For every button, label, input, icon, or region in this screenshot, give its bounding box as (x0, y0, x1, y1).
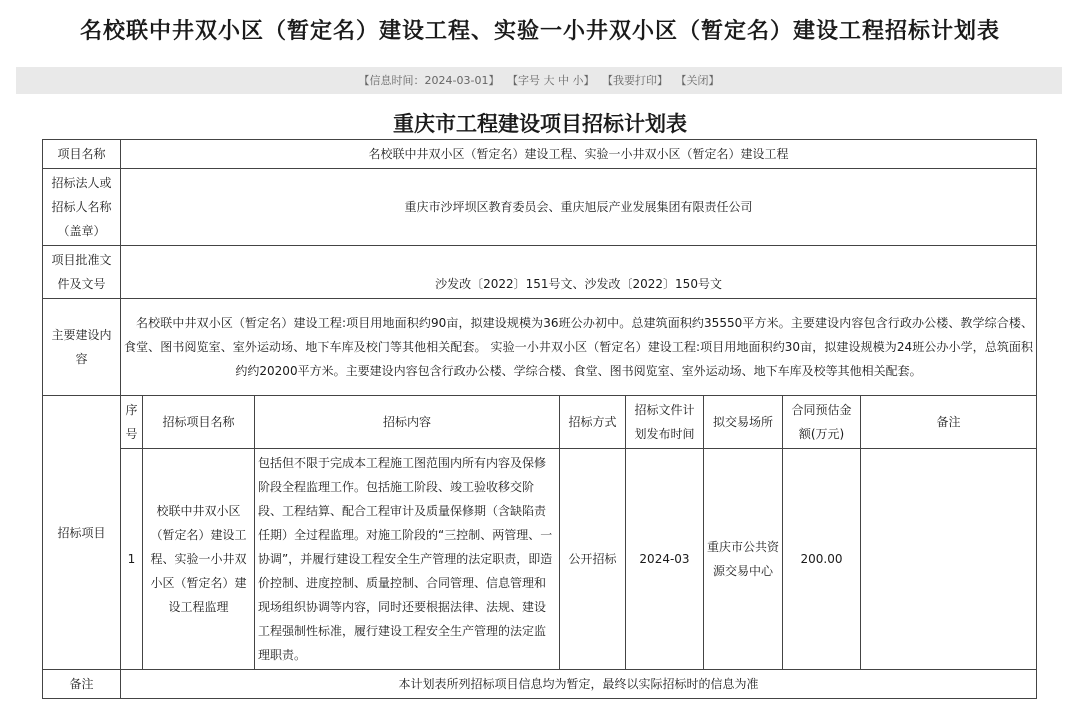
project-name-value: 名校联中井双小区（暂定名）建设工程、实验一小井双小区（暂定名）建设工程 (121, 140, 1037, 169)
table-row (43, 246, 1037, 299)
row-time: 2024-03 (626, 449, 704, 670)
row-seq: 1 (121, 449, 143, 670)
row-name: 校联中井双小区（暂定名）建设工程、实验一小井双小区（暂定名）建设工程监理 (143, 449, 255, 670)
row-scope: 包括但不限于完成本工程施工图范围内所有内容及保修阶段全程监理工作。包括施工阶段、竣工验收移交阶段、工程结算、配合工程审计及质量保修期（含缺陷责任期）全过程监理。对施工阶段的“三控制、两管理、一协调”，并履行建设工程安全生产管理的法定职责，即造价控制、进度控制、质量控制、合同管理、信息管理和现场组织协调等内容，同时还要根据法律、法规、建设工程强制性标准，履行建设工程安全生产管理的法定监理职责。 (255, 449, 560, 670)
row-amount: 200.00 (783, 449, 861, 670)
document-title: 重庆市工程建设项目招标计划表 (393, 112, 687, 136)
col-header-name: 招标项目名称 (143, 396, 255, 449)
col-header-method: 招标方式 (560, 396, 626, 449)
row-venue: 重庆市公共资源交易中心 (704, 449, 783, 670)
row-remark (861, 449, 1037, 670)
info-bar (16, 67, 1062, 94)
col-header-venue: 拟交易场所 (704, 396, 783, 449)
note-label: 备注 (43, 670, 121, 699)
col-header-scope: 招标内容 (255, 396, 560, 449)
page-title: 名校联中井双小区（暂定名）建设工程、实验一小井双小区（暂定名）建设工程招标计划表 (79, 19, 1000, 44)
main-content-value: 名校联中井双小区（暂定名）建设工程:项目用地面积约90亩，拟建设规模为36班公办初中。总建筑面积约35550平方米。主要建设内容包含行政办公楼、教学综合楼、食堂、图书阅览室、室外运动场、地下车库及校门等其他相关配套。 实验一小井双小区（暂定名）建设工程:项目用地面积约30亩，拟建设规模为24班公办小学，总筑面积约约20200平方米。主要建设内容包含行政办公楼、学综合楼、食堂、图书阅览室、室外运动场、地下车库及校等其他相关配套。 (121, 299, 1037, 396)
approval-value: 沙发改〔2022〕151号文、沙发改〔2022〕150号文 (121, 246, 1037, 299)
tenderer-label: 招标法人或招标人名称（盖章） (43, 169, 121, 246)
table-header-row (43, 396, 1037, 449)
table-row (43, 299, 1037, 396)
project-name-label: 项目名称 (43, 140, 121, 169)
info-time: 【信息时间：2024-03-01】 (358, 74, 500, 87)
print-link[interactable]: 【我要打印】 (601, 74, 668, 87)
table-row (43, 140, 1037, 169)
main-content-label: 主要建设内容 (43, 299, 121, 396)
col-header-remark: 备注 (861, 396, 1037, 449)
tender-plan-table (42, 139, 1037, 699)
col-header-time: 招标文件计划发布时间 (626, 396, 704, 449)
table-row (43, 169, 1037, 246)
row-method: 公开招标 (560, 449, 626, 670)
col-header-seq: 序号 (121, 396, 143, 449)
tender-items-label: 招标项目 (43, 396, 121, 670)
approval-label: 项目批准文件及文号 (43, 246, 121, 299)
table-row (43, 449, 1037, 670)
close-link[interactable]: 【关闭】 (675, 74, 720, 87)
tenderer-value: 重庆市沙坪坝区教育委员会、重庆旭辰产业发展集团有限责任公司 (121, 169, 1037, 246)
font-size-control[interactable]: 【字号 大 中 小】 (506, 74, 595, 87)
col-header-amount: 合同预估金额(万元) (783, 396, 861, 449)
note-value: 本计划表所列招标项目信息均为暂定，最终以实际招标时的信息为准 (121, 670, 1037, 699)
table-row (43, 670, 1037, 699)
